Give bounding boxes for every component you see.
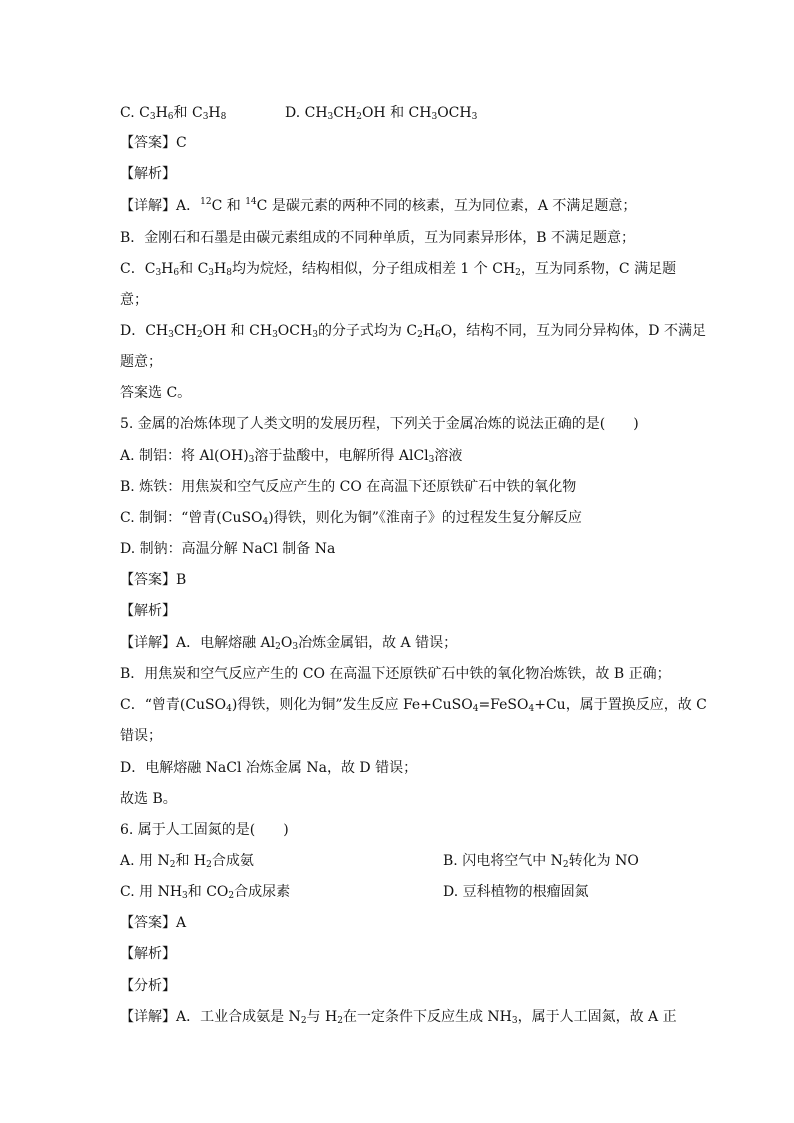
q5-option-a: A. 制铝：将 $Al(OH)_3$溶于盐酸中，电解所得 AlCl$_3$溶液 [120,448,463,465]
q5-answer: 【答案】B [120,572,187,588]
q6-answer: 【答案】A [120,915,187,931]
q4-options-row [120,103,680,123]
q4-option-d: D. $CH_3CH_2OH$ 和 $CH_3OCH_3$ [285,105,478,122]
q6-option-d: D. 豆科植物的根瘤固氮 [443,884,589,900]
q6-options-row-1 [120,851,680,871]
q6-options-row-2 [120,882,680,902]
q4-detail-a: 【详解】A．$^{12}$C 和 $^{14}$C 是碳元素的两种不同的核素，互为同位素，A 不满足题意； [120,197,637,214]
q5-option-b: B. 炼铁：用焦炭和空气反应产生的 CO 在高温下还原铁矿石中铁的氧化物 [120,479,577,495]
q5-detail-a: 【详解】A．电解熔融 $Al_2O_3$冶炼金属铝，故 A 错误； [120,635,458,652]
q4-analysis-label: 【解析】 [120,166,176,182]
q6-stem: 6. 属于人工固氮的是( ) [120,822,289,838]
q6-option-a: A. 用 $N_2$和 $H_2$合成氨 [120,853,254,870]
q5-detail-b: B．用焦炭和空气反应产生的 CO 在高温下还原铁矿石中铁的氧化物冶炼铁，故 B 正确； [120,666,671,682]
q6-detail-a: 【详解】A．工业合成氨是 $N_2$与 $H_2$在一定条件下反应生成 $NH_3$，属于人工固氮，故 A 正 [120,1009,677,1026]
q4-answer: 【答案】C [120,135,187,151]
q6-option-b: B. 闪电将空气中 $N_2$转化为 NO [443,853,639,870]
q5-detail-d: D．电解熔融 NaCl 冶炼金属 Na，故 D 错误； [120,760,418,776]
q4-detail-c: C．$C_3H_6$和 $C_3H_8$均为烷烃，结构相似，分子组成相差 1 个 $CH_2$，互为同系物，C 满足题 [120,261,677,278]
q5-detail-c: C．“曾青(CuSO$_4$)得铁，则化为铜”发生反应 Fe+CuSO$_4$=FeSO$_4$+Cu，属于置换反应，故 C [120,697,707,714]
q4-detail-d: D．$CH_3CH_2OH$ 和 $CH_3OCH_3$的分子式均为 $C_2H_6O$，结构不同，互为同分异构体，D 不满足 [120,323,706,340]
q6-analysis-label: 【解析】 [120,946,176,962]
q5-option-c: C. 制铜：“曾青(CuSO$_4$)得铁，则化为铜”《淮南子》的过程发生复分解反应 [120,510,582,527]
q5-stem: 5. 金属的冶炼体现了人类文明的发展历程，下列关于金属冶炼的说法正确的是( ) [120,416,639,432]
q5-analysis-label: 【解析】 [120,603,176,619]
q6-analysis-sub-label: 【分析】 [120,978,176,994]
q5-detail-c-cont: 错误； [120,728,162,744]
q4-detail-d-cont: 题意； [120,354,162,370]
q5-conclusion: 故选 B。 [120,791,177,807]
q4-detail-c-cont: 意； [120,292,148,308]
q4-conclusion: 答案选 C。 [120,385,192,401]
q6-option-c: C. 用 $NH_3$和 $CO_2$合成尿素 [120,884,291,901]
q4-option-c: C. $C_3H_6$和 $C_3H_8$ [120,105,227,122]
q5-option-d: D. 制钠：高温分解 NaCl 制备 Na [120,541,336,557]
q4-detail-b: B．金刚石和石墨是由碳元素组成的不同种单质，互为同素异形体，B 不满足题意； [120,230,636,246]
